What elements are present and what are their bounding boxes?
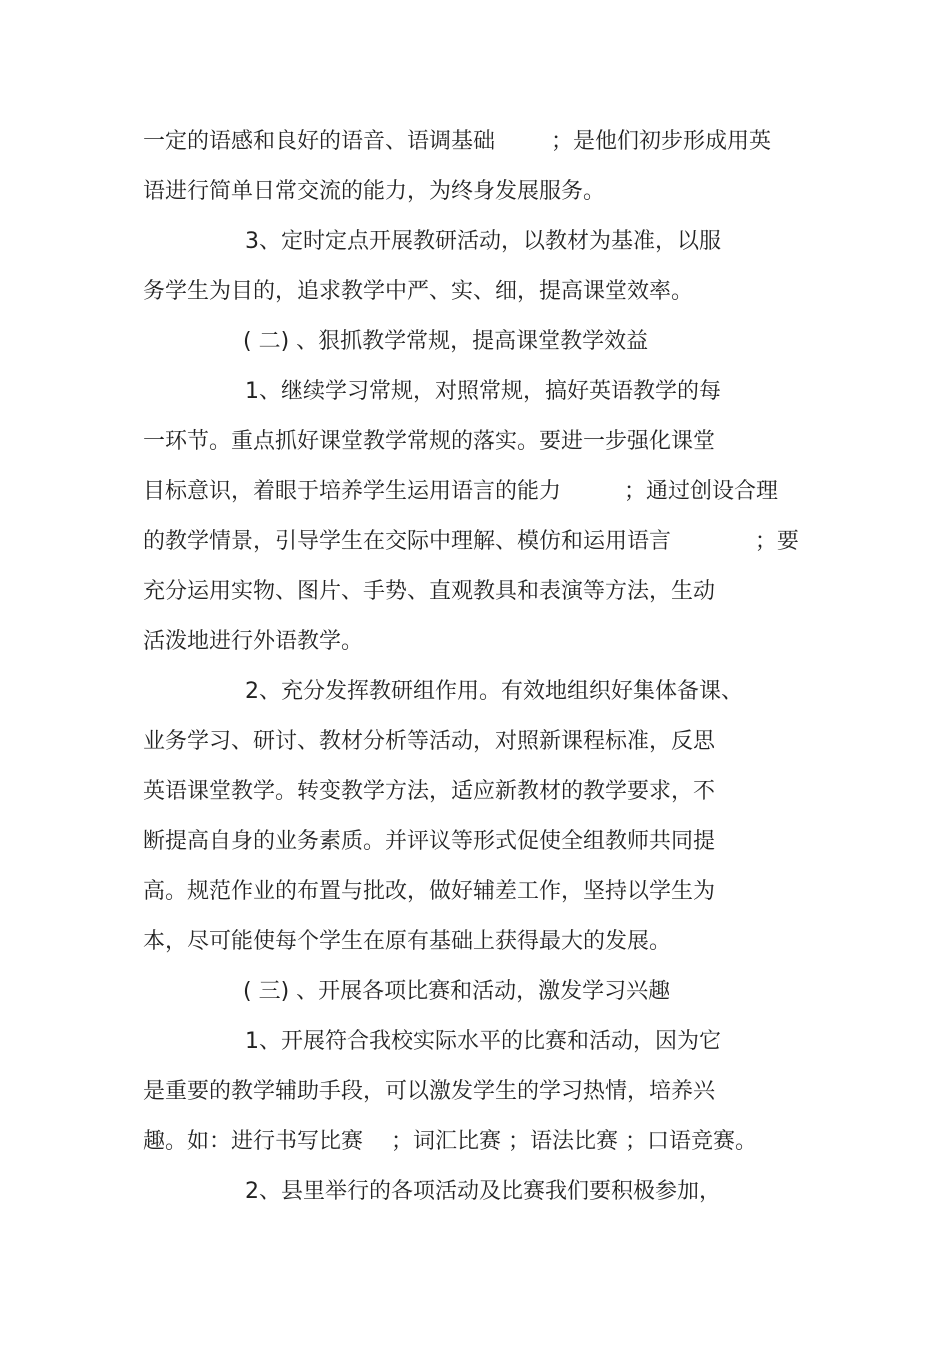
text-line-6: 1、继续学习常规，对照常规，搞好英语教学的每 <box>245 379 721 404</box>
section-heading-2: ( 二) 、狠抓教学常规，提高课堂教学效益 <box>243 329 649 354</box>
text-line-12: 2、充分发挥教研组作用。有效地组织好集体备课、 <box>245 679 743 704</box>
text-line-3: 3、定时定点开展教研活动，以教材为基准，以服 <box>245 229 721 254</box>
text-line-17: 本，尽可能使每个学生在原有基础上获得最大的发展。 <box>143 929 672 954</box>
text-line-9: 的教学情景，引导学生在交际中理解、模仿和运用语言 ；要 <box>143 529 799 554</box>
text-line-13: 业务学习、研讨、教材分析等活动，对照新课程标准，反思 <box>143 729 716 754</box>
text-line-15: 断提高自身的业务素质。并评议等形式促使全组教师共同提 <box>143 829 716 854</box>
text-line-2: 语进行简单日常交流的能力，为终身发展服务。 <box>143 179 606 204</box>
section-heading-3: ( 三) 、开展各项比赛和活动，激发学习兴趣 <box>243 979 671 1004</box>
text-line-22: 2、县里举行的各项活动及比赛我们要积极参加， <box>245 1179 721 1204</box>
text-line-11: 活泼地进行外语教学。 <box>143 629 364 654</box>
text-line-20: 是重要的教学辅助手段，可以激发学生的学习热情，培养兴 <box>143 1079 716 1104</box>
text-line-8: 目标意识，着眼于培养学生运用语言的能力 ；通过创设合理 <box>143 479 778 504</box>
text-line-14: 英语课堂教学。转变教学方法，适应新教材的教学要求，不 <box>143 779 716 804</box>
text-line-19: 1、开展符合我校实际水平的比赛和活动，因为它 <box>245 1029 721 1054</box>
text-line-16: 高。规范作业的布置与批改，做好辅差工作，坚持以学生为 <box>143 879 716 904</box>
text-line-4: 务学生为目的，追求教学中严、实、细，提高课堂效率。 <box>143 279 694 304</box>
text-line-7: 一环节。重点抓好课堂教学常规的落实。要进一步强化课堂 <box>143 429 716 454</box>
text-line-10: 充分运用实物、图片、手势、直观教具和表演等方法，生动 <box>143 579 716 604</box>
text-line-1: 一定的语感和良好的语音、语调基础 ；是他们初步形成用英 <box>143 129 771 154</box>
text-line-21: 趣。如：进行书写比赛 ；词汇比赛 ；语法比赛 ；口语竞赛。 <box>143 1129 757 1154</box>
